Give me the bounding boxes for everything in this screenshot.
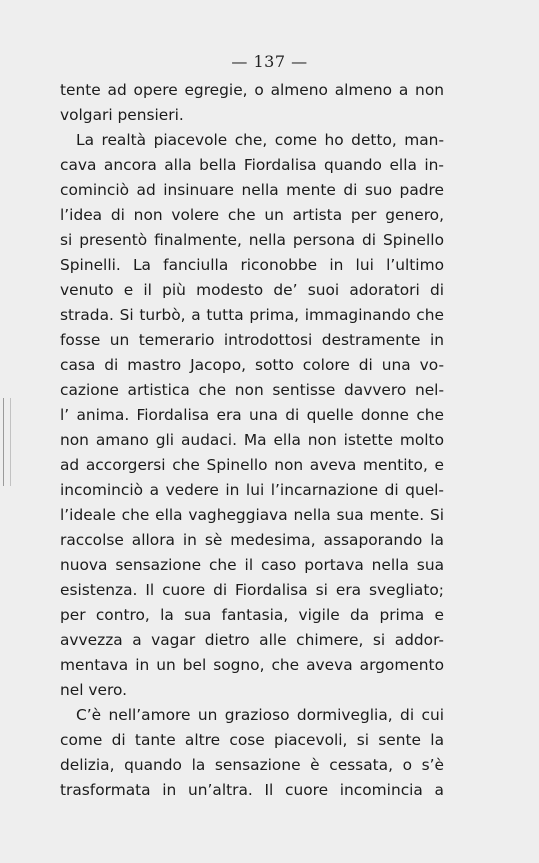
text-line: delizia, quando la sensazione è cessata, o s’è (60, 756, 444, 774)
text-line: l’ anima. Fiordalisa era una di quelle donne che (60, 406, 444, 424)
text-line: venuto e il più modesto de’ suoi adoratori di (60, 281, 444, 299)
text-line: strada. Si turbò, a tutta prima, immaginando che (60, 306, 444, 324)
text-line: incominciò a vedere in lui l’incarnazione di quel- (60, 481, 444, 499)
page-number: — 137 — (231, 52, 308, 71)
text-line: cazione artistica che non sentisse davvero nel- (60, 381, 444, 399)
text-line: avvezza a vagar dietro alle chimere, si addor- (60, 631, 444, 649)
text-line: tente ad opere egregie, o almeno almeno a non (60, 81, 444, 99)
text-line: fosse un temerario introdottosi destramente in (60, 331, 444, 349)
text-line: come di tante altre cose piacevoli, si sente la (60, 731, 444, 749)
text-line: mentava in un bel sogno, che aveva argomento (60, 656, 444, 674)
text-line: nuova sensazione che il caso portava nella sua (60, 556, 444, 574)
text-line: l’ideale che ella vagheggiava nella sua mente. Si (60, 506, 444, 524)
text-line: l’idea di non volere che un artista per genero, (60, 206, 444, 224)
text-line: Spinelli. La fanciulla riconobbe in lui l’ultimo (60, 256, 444, 274)
text-line: cominciò ad insinuare nella mente di suo padre (60, 181, 444, 199)
text-line: volgari pensieri. (60, 106, 184, 124)
text-line: si presentò finalmente, nella persona di Spinello (60, 231, 444, 249)
text-line: raccolse allora in sè medesima, assaporando la (60, 531, 444, 549)
text-line: casa di mastro Jacopo, sotto colore di una vo- (60, 356, 444, 374)
text-line: non amano gli audaci. Ma ella non istette molto (60, 431, 444, 449)
text-line: trasformata in un’altra. Il cuore incomincia a (60, 781, 444, 799)
page-edge-mark (3, 398, 11, 486)
text-line: C’è nell’amore un grazioso dormiveglia, di cui (76, 706, 444, 724)
text-line: esistenza. Il cuore di Fiordalisa si era svegliato; (60, 581, 444, 599)
text-line: ad accorgersi che Spinello non aveva mentito, e (60, 456, 444, 474)
text-line: La realtà piacevole che, come ho detto, man- (76, 131, 444, 149)
body-text (60, 78, 444, 803)
text-line: nel vero. (60, 681, 127, 699)
text-line: cava ancora alla bella Fiordalisa quando ella in- (60, 156, 444, 174)
text-line: per contro, la sua fantasia, vigile da prima e (60, 606, 444, 624)
